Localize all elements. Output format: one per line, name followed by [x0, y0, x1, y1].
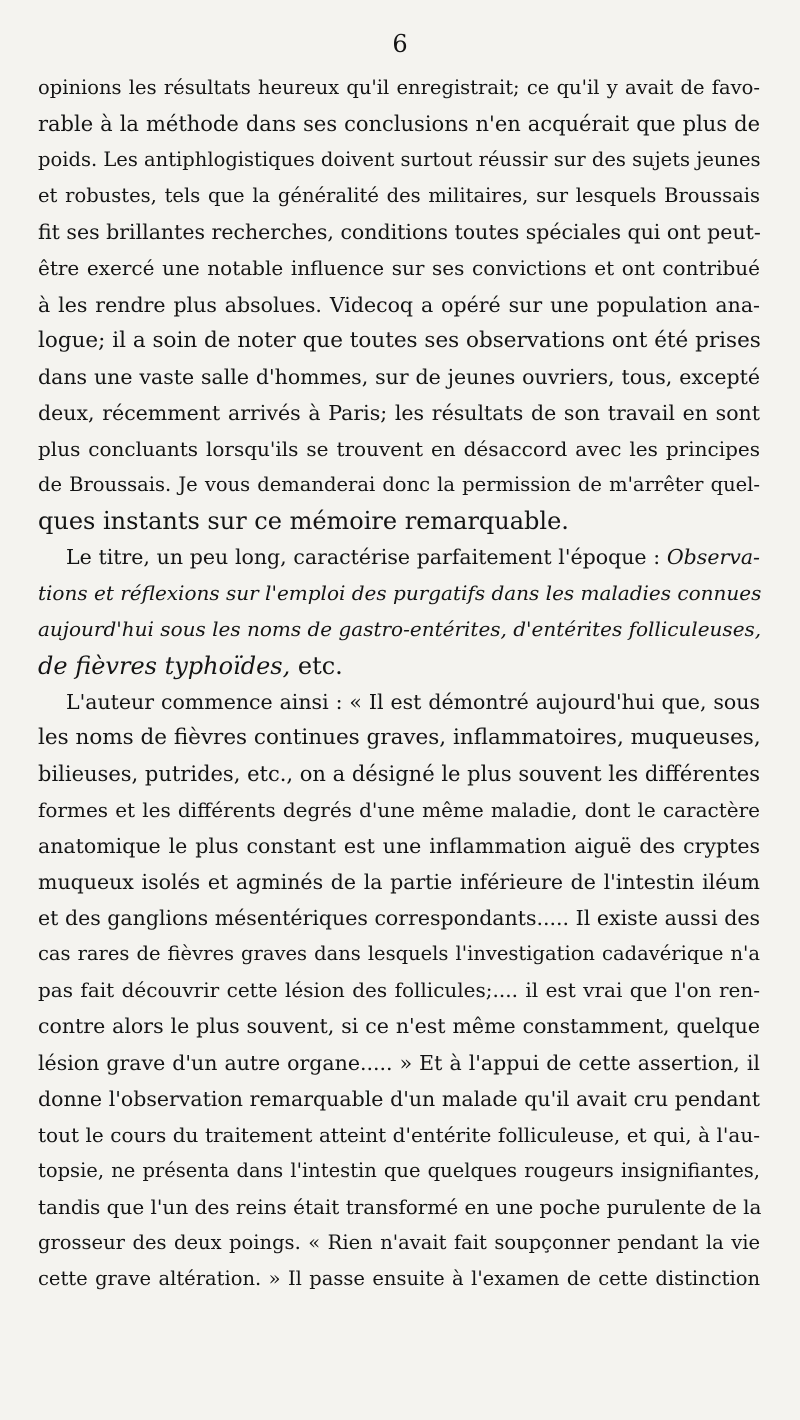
text-line: cette grave altération. » Il passe ensuite à l'examen de cette distinction	[38, 1267, 760, 1291]
text-line: donne l'observation remarquable d'un malade qu'il avait cru pendant	[38, 1086, 760, 1111]
title-italic-line	[38, 611, 760, 647]
title-italic-text: tions et réflexions sur l'emploi des purgatifs dans les maladies connues	[38, 581, 762, 606]
text-line: L'auteur commence ainsi : « Il est démontré aujourd'hui que, sous	[66, 689, 760, 714]
text-line: dans une vaste salle d'hommes, sur de jeunes ouvriers, tous, excepté	[38, 364, 760, 389]
text-line: fit ses brillantes recherches, conditions toutes spéciales qui ont peut-	[38, 220, 761, 245]
text-line: et des ganglions mésentériques correspondants..... Il existe aussi des	[38, 906, 760, 931]
text-line: ques instants sur ce mémoire remarquable.	[38, 507, 569, 536]
text-line: de Broussais. Je vous demanderai donc la permission de m'arrêter quel-	[38, 473, 760, 497]
text-line: opinions les résultats heureux qu'il enregistrait; ce qu'il y avait de favo-	[38, 76, 760, 99]
title-italic-end: de fièvres typhoïdes,	[38, 651, 291, 680]
text-line: tandis que l'un des reins était transformé en une poche purulente de la	[38, 1194, 762, 1219]
title-intro-line	[38, 539, 760, 575]
text-line: les noms de fièvres continues graves, inflammatoires, muqueuses,	[38, 724, 761, 750]
text-line: poids. Les antiphlogistiques doivent surtout réussir sur des sujets jeunes	[38, 148, 761, 172]
text-line: bilieuses, putrides, etc., on a désigné le plus souvent les différentes	[38, 761, 760, 786]
text-line: à les rendre plus absolues. Videcoq a opéré sur une population ana-	[38, 292, 760, 317]
text-line: tout le cours du traitement atteint d'entérite folliculeuse, et qui, à l'au-	[38, 1122, 760, 1147]
title-after-text: etc.	[290, 651, 343, 680]
page-number: 6	[392, 30, 408, 58]
text-line: pas fait découvrir cette lésion des follicules;.... il est vrai que l'on ren-	[38, 978, 760, 1003]
text-line: topsie, ne présenta dans l'intestin que quelques rougeurs insignifiantes,	[38, 1158, 760, 1182]
text-line: plus concluants lorsqu'ils se trouvent en désaccord avec les principes	[38, 436, 760, 461]
title-italic-text: aujourd'hui sous les noms de gastro-entérites, d'entérites folliculeuses,	[38, 617, 762, 642]
text-line: rable à la méthode dans ses conclusions n'en acquérait que plus de	[38, 112, 760, 137]
title-end-line	[38, 648, 760, 684]
text-line: muqueux isolés et agminés de la partie inférieure de l'intestin iléum	[38, 870, 760, 895]
text-line: grosseur des deux poings. « Rien n'avait fait soupçonner pendant la vie	[38, 1231, 760, 1254]
text-line: être exercé une notable influence sur ses convictions et ont contribué	[38, 256, 760, 281]
text-line: cas rares de fièvres graves dans lesquels l'investigation cadavérique n'a	[38, 942, 760, 966]
title-italic-line	[38, 575, 760, 611]
text-line: contre alors le plus souvent, si ce n'est même constamment, quelque	[38, 1014, 760, 1039]
title-italic-start: Observa-	[666, 545, 760, 570]
body-text	[38, 70, 760, 1297]
text-line: anatomique le plus constant est une inflammation aiguë des cryptes	[38, 833, 760, 858]
title-intro-text: Le titre, un peu long, caractérise parfaitement l'époque :	[66, 545, 667, 570]
text-line: deux, récemment arrivés à Paris; les résultats de son travail en sont	[38, 400, 760, 425]
text-line: formes et les différents degrés d'une même maladie, dont le caractère	[38, 797, 760, 822]
text-line: logue; il a soin de noter que toutes ses observations ont été prises	[38, 327, 761, 353]
text-line: et robustes, tels que la généralité des militaires, sur lesquels Broussais	[38, 184, 760, 208]
text-line: lésion grave d'un autre organe..... » Et à l'appui de cette assertion, il	[38, 1050, 760, 1075]
